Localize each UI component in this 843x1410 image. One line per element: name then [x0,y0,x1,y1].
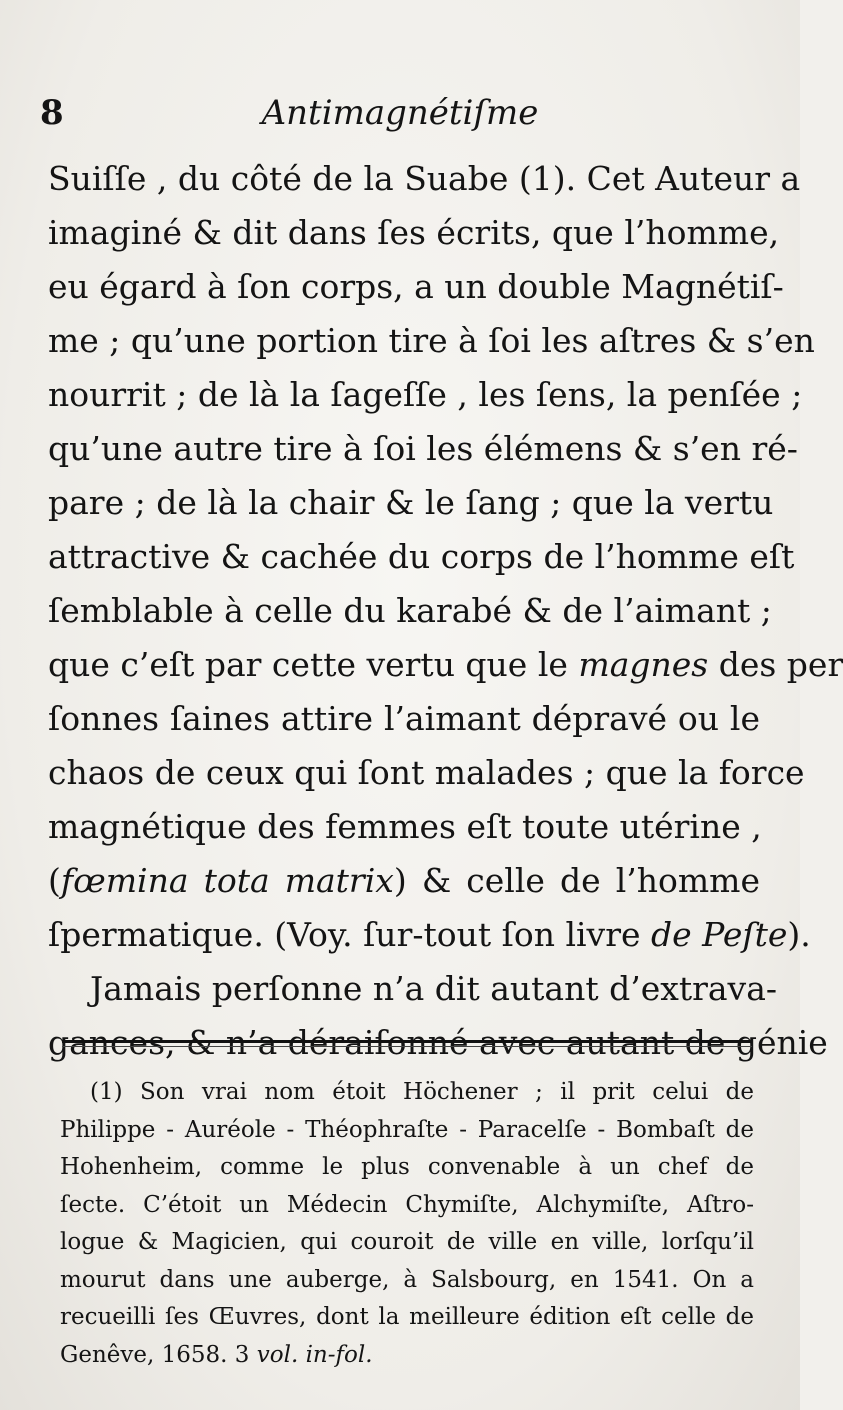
page-header [40,88,760,138]
text-line [48,854,760,908]
text-line: chaos de ceux qui ſont malades ; que la force [48,753,805,792]
footnote-separator [62,1040,752,1043]
text-run: ) & celle de l’homme [393,861,760,900]
text-line: pare ; de là la chair & le ſang ; que la vertu [48,483,774,522]
italic-run: vol. in-fol. [256,1341,373,1368]
footnote [60,1074,754,1374]
running-title: Antimagnétiſme [261,93,539,133]
text-run: ( [48,861,61,900]
text-line: eu égard à ſon corps, a un double Magnétiſ- [48,267,784,306]
text-line: gances, & n’a déraiſonné avec autant de génie [48,1023,828,1062]
text-run: ſpermatique. (Voy. ſur-tout ſon livre [48,915,651,954]
text-line: magnétique des femmes eſt toute utérine , [48,807,762,846]
footnote-line: Philippe - Auréole - Théophraſte - Paracelſe - Bombaſt de [60,1116,754,1143]
text-line: Suiſſe , du côté de la Suabe (1). Cet Auteur a [48,159,801,198]
page-number: 8 [40,93,64,133]
footnote-line: logue & Magicien, qui couroit de ville en ville, lorſqu’il [60,1229,754,1255]
text-line: imaginé & dit dans ſes écrits, que l’homme, [48,213,780,252]
text-line: Jamais perſonne n’a dit autant d’extrava- [90,969,778,1008]
text-run: que c’eſt par cette vertu que le [48,645,579,684]
text-line: ſemblable à celle du karabé & de l’aimant ; [48,591,772,630]
text-line: nourrit ; de là la ſageſſe , les ſens, la penſée ; [48,375,803,414]
text-run: des per [708,645,843,684]
text-line: attractive & cachée du corps de l’homme eſt [48,537,795,576]
text-line [48,638,843,692]
italic-run: de Peſte [651,915,788,954]
footnote-line: mourut dans une auberge, à Salsbourg, en 1541. On a [60,1266,754,1293]
footnote-line: Hohenheim, comme le plus convenable à un chef de [60,1154,754,1180]
text-run: Genêve, 1658. 3 [60,1341,257,1368]
text-line: me ; qu’une portion tire à ſoi les aſtres & s’en [48,321,815,360]
footnote-line: (1) Son vrai nom étoit Höchener ; il prit celui de [90,1079,754,1105]
footnote-line [60,1337,754,1375]
footnote-line: recueilli ſes Œuvres, dont la meilleure édition eſt celle de [60,1304,754,1330]
italic-run: fœmina tota matrix [60,861,394,900]
main-text [48,152,843,1070]
italic-run: magnes [578,645,709,684]
text-line [48,908,811,962]
footnote-line: ſecte. C’étoit un Médecin Chymiſte, Alchymiſte, Aſtro- [60,1191,754,1218]
text-line: qu’une autre tire à ſoi les élémens & s’en ré- [48,429,798,468]
text-run: ). [787,915,811,954]
text-line: ſonnes ſaines attire l’aimant dépravé ou le [48,699,760,738]
